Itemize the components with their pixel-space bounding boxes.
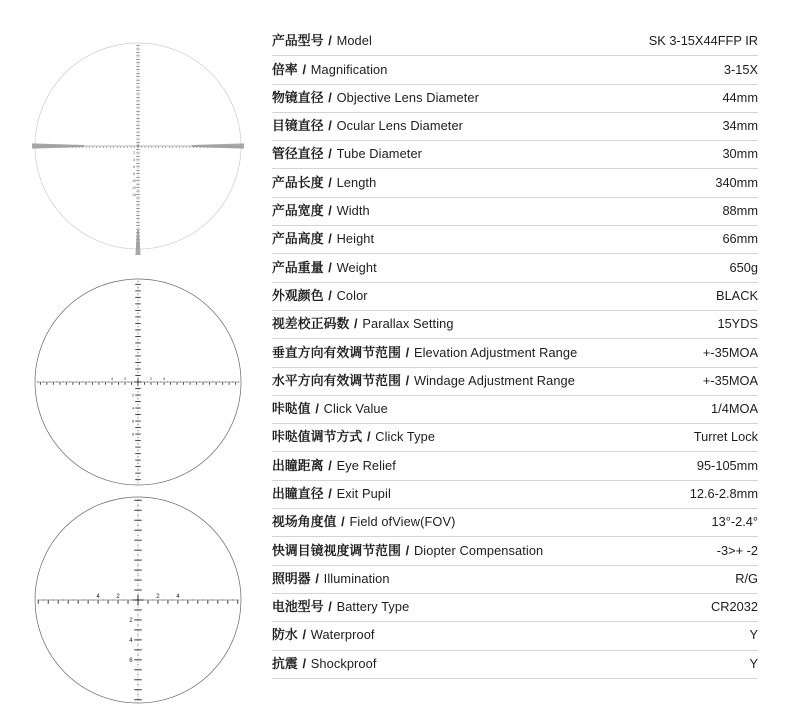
table-row — [272, 141, 758, 169]
svg-text:12: 12 — [132, 185, 137, 190]
spec-value: 1/4MOA — [711, 401, 758, 417]
spec-label — [272, 344, 578, 360]
spec-label — [272, 89, 479, 105]
spec-label — [272, 655, 377, 671]
spec-label-cn: 电池型号 — [272, 599, 324, 615]
table-row — [272, 368, 758, 396]
spec-label — [272, 488, 391, 501]
table-row — [272, 311, 758, 339]
spec-label-separator: / — [405, 344, 410, 360]
spec-value: 650g — [729, 259, 758, 275]
spec-label-cn: 物镜直径 — [272, 89, 324, 105]
reticle-high-magnification — [18, 482, 258, 722]
spec-label-cn: 抗震 — [272, 655, 298, 671]
spec-label-separator: / — [328, 457, 332, 473]
spec-label-en: Width — [336, 203, 370, 219]
svg-text:8: 8 — [133, 172, 136, 177]
spec-label-separator: / — [315, 401, 320, 417]
spec-label-separator: / — [341, 514, 345, 530]
spec-label-cn: 产品型号 — [272, 33, 324, 49]
spec-label-cn: 目镜直径 — [272, 118, 324, 134]
svg-text:8: 8 — [131, 431, 135, 437]
spec-label-separator: / — [328, 89, 332, 105]
reticle-mid-magnification — [18, 264, 258, 504]
svg-text:2: 2 — [123, 375, 127, 381]
spec-label-separator: / — [315, 570, 320, 586]
spec-label — [272, 318, 454, 331]
spec-label-cn: 快调目镜视度调节范围 — [272, 542, 401, 558]
table-row — [272, 396, 758, 424]
spec-label-en: Battery Type — [336, 599, 410, 615]
spec-value: +-35MOA — [702, 344, 758, 360]
spec-label-en: Elevation Adjustment Range — [413, 344, 578, 360]
spec-value: 66mm — [722, 231, 758, 247]
spec-label-separator: / — [354, 316, 358, 332]
spec-label-cn: 外观颜色 — [272, 287, 324, 303]
table-row — [272, 339, 758, 367]
spec-value: Y — [749, 655, 758, 671]
spec-label-en: Illumination — [323, 570, 390, 586]
svg-text:4: 4 — [133, 158, 136, 163]
table-row — [272, 481, 758, 509]
spec-value: -3>+ -2 — [716, 542, 758, 558]
spec-label-cn: 出瞳距离 — [272, 457, 324, 473]
spec-label-en: Objective Lens Diameter — [336, 89, 479, 105]
spec-value: 340mm — [715, 174, 758, 190]
spec-label — [272, 601, 409, 614]
spec-label-en: Field ofView(FOV) — [349, 514, 456, 530]
svg-text:2: 2 — [133, 151, 136, 156]
svg-text:4: 4 — [176, 592, 180, 600]
spec-label-cn: 咔哒值 — [272, 401, 311, 417]
spec-value: 15YDS — [717, 316, 758, 332]
spec-label-cn: 产品高度 — [272, 231, 324, 247]
svg-text:4: 4 — [110, 375, 114, 381]
spec-value: Turret Lock — [693, 429, 758, 445]
svg-text:4: 4 — [162, 375, 166, 381]
spec-label — [272, 148, 422, 161]
spec-label-cn: 产品长度 — [272, 174, 324, 190]
spec-label-en: Windage Adjustment Range — [413, 372, 575, 388]
specification-table — [272, 28, 758, 679]
spec-label-en: Parallax Setting — [362, 316, 454, 332]
table-row — [272, 28, 758, 56]
reticle-illustrations — [18, 20, 258, 700]
spec-label-cn: 防水 — [272, 627, 298, 643]
table-row — [272, 198, 758, 226]
spec-label-separator: / — [405, 372, 410, 388]
spec-value: R/G — [735, 570, 758, 586]
spec-label — [272, 174, 377, 190]
spec-label — [272, 372, 575, 388]
table-row — [272, 651, 758, 679]
spec-value: 12.6-2.8mm — [689, 486, 758, 501]
spec-value: 95-105mm — [696, 457, 758, 473]
spec-label-en: Height — [336, 231, 375, 247]
spec-label — [272, 542, 544, 558]
svg-text:6: 6 — [129, 657, 133, 665]
reticle-low-magnification — [18, 28, 258, 268]
spec-value: 44mm — [722, 89, 758, 105]
spec-label-cn: 产品宽度 — [272, 203, 324, 219]
svg-text:2: 2 — [129, 617, 133, 625]
spec-label-separator: / — [302, 655, 307, 671]
spec-label-en: Exit Pupil — [336, 486, 391, 501]
table-row — [272, 85, 758, 113]
table-row — [272, 566, 758, 594]
table-row — [272, 283, 758, 311]
spec-label-separator: / — [302, 61, 307, 77]
table-row — [272, 594, 758, 622]
spec-value: 34mm — [722, 118, 758, 134]
spec-label-separator: / — [328, 231, 332, 247]
table-row — [272, 452, 758, 480]
table-row — [272, 113, 758, 141]
svg-text:6: 6 — [131, 418, 135, 424]
spec-label-cn: 水平方向有效调节范围 — [272, 372, 401, 388]
svg-text:2: 2 — [131, 392, 135, 398]
spec-label-separator: / — [328, 287, 332, 303]
spec-label — [272, 205, 370, 218]
spec-label-cn: 出瞳直径 — [272, 486, 324, 501]
svg-text:2: 2 — [149, 375, 153, 381]
spec-label-separator: / — [328, 118, 332, 134]
svg-text:10: 10 — [132, 178, 137, 183]
spec-label-en: Waterproof — [310, 627, 375, 643]
spec-value: SK 3-15X44FFP IR — [648, 33, 758, 49]
spec-label — [272, 629, 375, 642]
svg-text:4: 4 — [131, 405, 135, 411]
table-row — [272, 254, 758, 282]
spec-label-separator: / — [328, 146, 332, 162]
spec-label — [272, 403, 388, 416]
spec-value: +-35MOA — [702, 372, 758, 388]
spec-label-separator: / — [328, 599, 332, 615]
spec-label-en: Length — [336, 174, 377, 190]
svg-text:4: 4 — [129, 637, 133, 645]
spec-label-separator: / — [328, 174, 332, 190]
spec-value: CR2032 — [711, 599, 758, 615]
spec-label — [272, 259, 377, 275]
spec-label — [272, 61, 388, 77]
spec-value: 30mm — [722, 146, 758, 162]
spec-label — [272, 287, 368, 303]
table-row — [272, 622, 758, 650]
spec-value: 88mm — [722, 203, 758, 219]
spec-label-separator: / — [328, 203, 332, 219]
spec-label-separator: / — [328, 33, 332, 49]
spec-label-separator: / — [328, 486, 332, 501]
table-row — [272, 424, 758, 452]
svg-text:14: 14 — [132, 192, 137, 197]
table-row — [272, 537, 758, 565]
spec-label-separator: / — [302, 627, 307, 643]
spec-label — [272, 431, 435, 444]
spec-label-separator: / — [366, 429, 371, 445]
svg-text:6: 6 — [133, 165, 136, 170]
spec-value: BLACK — [716, 287, 758, 303]
spec-label-en: Click Value — [323, 401, 388, 417]
spec-label — [272, 233, 374, 246]
table-row — [272, 169, 758, 197]
spec-label-en: Tube Diameter — [336, 146, 423, 162]
spec-label-en: Color — [336, 287, 368, 303]
spec-label-cn: 倍率 — [272, 61, 298, 77]
spec-label-en: Eye Relief — [336, 457, 396, 473]
spec-label-en: Magnification — [310, 61, 388, 77]
spec-label — [272, 35, 372, 48]
spec-label-en: Click Type — [375, 429, 436, 445]
spec-label — [272, 570, 390, 586]
svg-text:4: 4 — [96, 592, 100, 600]
spec-label-separator: / — [405, 542, 410, 558]
spec-label-en: Diopter Compensation — [413, 542, 544, 558]
spec-label-en: Ocular Lens Diameter — [336, 118, 464, 134]
spec-label-cn: 管径直径 — [272, 146, 324, 162]
table-row — [272, 56, 758, 84]
spec-label-cn: 垂直方向有效调节范围 — [272, 344, 401, 360]
spec-label-cn: 照明器 — [272, 570, 311, 586]
spec-label-cn: 视差校正码数 — [272, 316, 350, 332]
spec-label — [272, 457, 396, 473]
spec-value: Y — [749, 627, 758, 643]
spec-label-en: Weight — [336, 259, 377, 275]
spec-value: 13°-2.4° — [711, 514, 758, 530]
svg-text:2: 2 — [116, 592, 120, 600]
spec-label-separator: / — [328, 259, 332, 275]
spec-value: 3-15X — [723, 61, 758, 77]
spec-label-en: Model — [336, 33, 372, 49]
spec-label — [272, 516, 455, 529]
table-row — [272, 226, 758, 254]
spec-label-en: Shockproof — [310, 655, 377, 671]
spec-label-cn: 咔哒值调节方式 — [272, 429, 363, 445]
table-row — [272, 509, 758, 537]
spec-label-cn: 视场角度值 — [272, 514, 337, 530]
spec-label-cn: 产品重量 — [272, 259, 324, 275]
spec-label — [272, 120, 463, 133]
svg-text:2: 2 — [156, 592, 160, 600]
